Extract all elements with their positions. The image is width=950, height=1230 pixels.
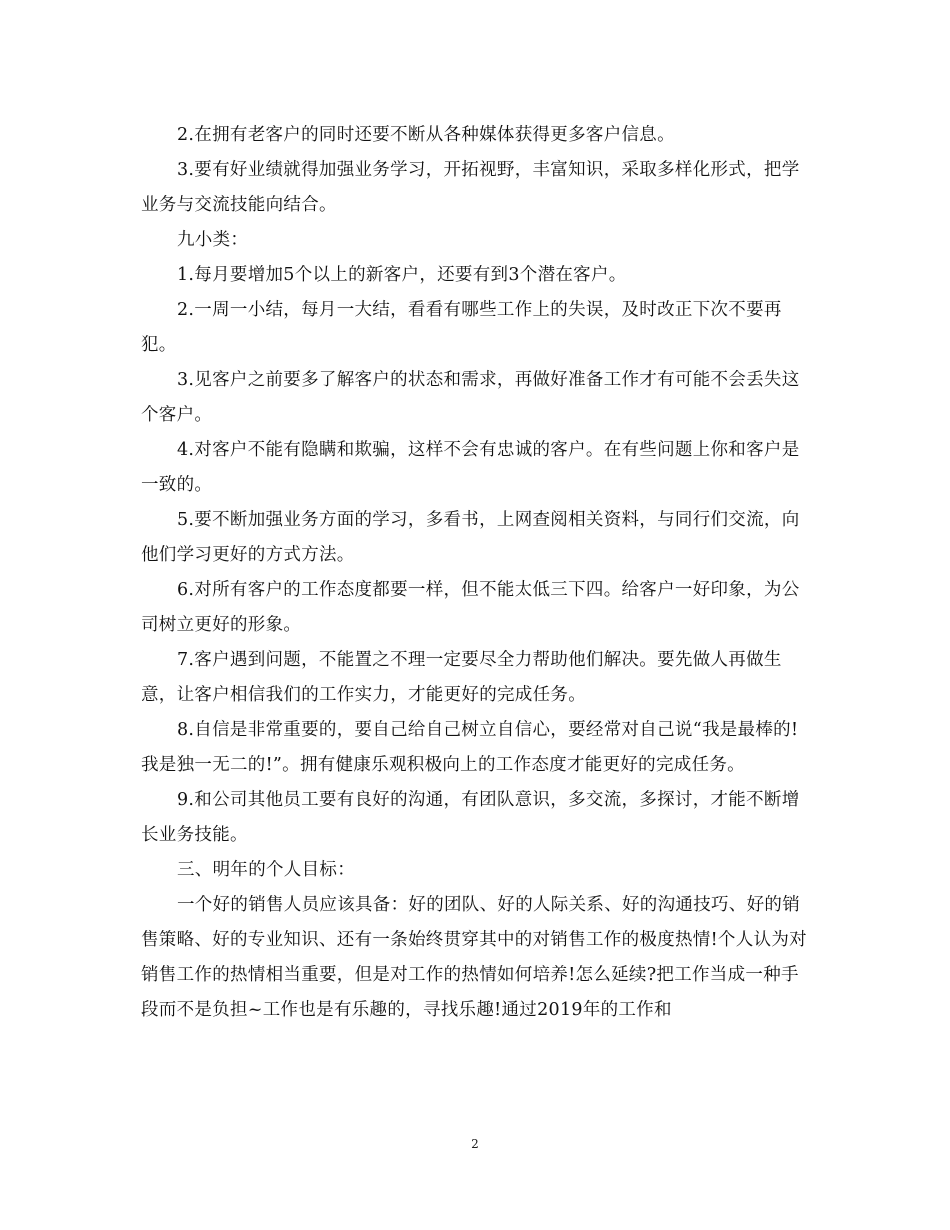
paragraph-11: 8.自信是非常重要的，要自己给自己树立自信心，要经常对自己说“我是最棒的!我是独一无二的!”。拥有健康乐观积极向上的工作态度才能更好的完成任务。	[141, 720, 799, 775]
paragraph-4: 1.每月要增加5个以上的新客户，还要有到3个潜在客户。	[177, 265, 627, 285]
document-body	[141, 118, 811, 1028]
paragraph-5: 2.一周一小结，每月一大结，看看有哪些工作上的失误，及时改正下次不要再犯。	[141, 300, 782, 355]
paragraph-9: 6.对所有客户的工作态度都要一样，但不能太低三下四。给客户一好印象，为公司树立更好的形象。	[141, 580, 800, 635]
section-heading-next-year-goals: 三、明年的个人目标：	[177, 860, 355, 880]
paragraph-2: 3.要有好业绩就得加强业务学习，开拓视野，丰富知识，采取多样化形式，把学业务与交流技能向结合。	[141, 160, 800, 215]
page-number: 2	[471, 1137, 479, 1151]
paragraph-7: 4.对客户不能有隐瞒和欺骗，这样不会有忠诚的客户。在有些问题上你和客户是一致的。	[141, 440, 800, 495]
paragraph-10: 7.客户遇到问题，不能置之不理一定要尽全力帮助他们解决。要先做人再做生意，让客户相信我们的工作实力，才能更好的完成任务。	[141, 650, 782, 705]
paragraph-1: 2.在拥有老客户的同时还要不断从各种媒体获得更多客户信息。	[177, 125, 675, 145]
section-heading-nine-categories: 九小类：	[177, 230, 249, 250]
paragraph-6: 3.见客户之前要多了解客户的状态和需求，再做好准备工作才有可能不会丢失这个客户。	[141, 370, 800, 425]
paragraph-14: 一个好的销售人员应该具备：好的团队、好的人际关系、好的沟通技巧、好的销售策略、好的专业知识、还有一条始终贯穿其中的对销售工作的极度热情!个人认为对销售工作的热情相当重要，但是对工作的热情如何培养!怎么延续?把工作当成一种手段而不是负担~工作也是有乐趣的，寻找乐趣!通过2019年的工作和	[141, 895, 807, 1020]
paragraph-8: 5.要不断加强业务方面的学习，多看书，上网查阅相关资料，与同行们交流，向他们学习更好的方式方法。	[141, 510, 800, 565]
paragraph-12: 9.和公司其他员工要有良好的沟通，有团队意识，多交流，多探讨，才能不断增长业务技能。	[141, 790, 800, 845]
